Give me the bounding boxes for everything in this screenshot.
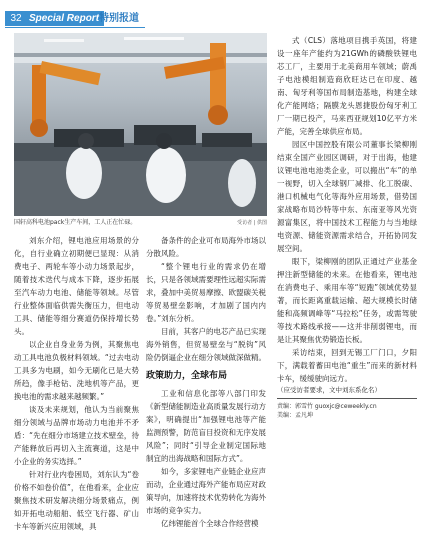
footer-divider (277, 398, 417, 399)
photo-caption (14, 217, 267, 229)
col3-paragraph: 园区中国控股有限公司董事长梁柳刚结束全国产业园区调研，对于出海，他建议锂电池电池类企业，可以搬出“车”的单一视野，切入全球钢厂减排、化工脱碳、港口机械电气化等海外应用场景，借势国家战略布局沙特等中东、东南亚等风光资源富集区，将中国技术工程能力与当地绿电资源、储能资源需求结合，开拓协同发展空间。 (277, 140, 417, 253)
section-label: Special Report (27, 11, 104, 26)
page-number: 32 (5, 11, 27, 26)
column-1 (14, 234, 139, 533)
photo-credit: 受访者 | 供图 (237, 220, 267, 226)
col3-paragraph: 采访结束，回到无锡工厂门口，夕阳下，满载着蓄田电池“重生”而来的新材料卡车，缓缓驶向远方。 (277, 348, 417, 383)
section-subhead: 政策助力，全球布局 (146, 371, 228, 381)
col1-paragraph: 以企业自身业务为例，其聚焦电动工具电池负极材料领域。“过去电动工具多为电刷，如今无刷化已是大势所趋，像手枪钻、洗地机等产品，更换电池的需求越来越频繁。” (14, 340, 139, 401)
column-2 (146, 234, 266, 530)
col1-paragraph: 刘东介绍，锂电池应用场景的分化，自行业确立初期便已显现：从消费电子、两轮车等小动力场景起步，随着技术迭代与成本下降，逐步拓展至汽车动力电池、储能等领域。尽管行业整体面临供需失衡压力，但电动工具、储能等细分赛道仍保持增长势头。 (14, 236, 139, 336)
caption-text: 国轩高科电池pack生产车间，工人正在忙碌。 (14, 219, 137, 226)
col2-paragraph: 亿纬锂能首个全球合作经营模 (161, 519, 259, 528)
col2-paragraph: 工业和信息化部等八部门印发《新型储能制造业高质量发展行动方案》，明确提出“加强锂电池等产能监测预警，防范盲目投资和无序发展风险”；同时“引导企业制定国际地制宜的出海战略和国际方式”。 (146, 389, 266, 463)
page-header (0, 0, 427, 30)
col2-paragraph: 备条件的企业可布局海外市场以分散风险。 (146, 236, 266, 258)
col1-paragraph: 针对行业内卷困局，刘东认为“卷价格不如卷价值”，在他看来，企业应聚焦技术研发解决细分场景痛点，例如开拓电动船舶、低空飞行器、矿山卡车等新兴应用领域，具 (14, 470, 139, 531)
col2-paragraph: “整个锂电行业的需求仍在增长，只是各领域需要理性远超实际需求，叠加中美贸易摩擦、欧盟碳关税等贸易壁垒影响，才加剧了国内内卷。”刘东分析。 (146, 262, 266, 323)
col1-paragraph: 谈及未来规划，他认为当前聚焦细分领域与品牌市场动力电池并不矛盾：“先在细分市场建立技术壁垒，待产能释放后再切入主流赛道，这是中小企业的务实选择。” (14, 405, 139, 466)
subsection-label: 特别报道 (99, 13, 139, 24)
col3-paragraph: 式（CLS）落地项目携手英国，将建设一座年产能约为21GWh的磷酸铁锂电芯工厂，主要用于北美商用车领域；蔚禹子电池模组制造商欣旺达已在印度、越南、匈牙利等国布局制造基地，构建全球化产能网络；隔膜龙头恩捷股份匈牙利工厂一期已投产，马来西亚规划10亿平方米产能，完善全球供应布局。 (277, 36, 417, 136)
designer-credit: 美编：孟凡坤 (277, 412, 314, 419)
editor-credit: 责编：郭雪竹 guoxjc@ceweekly.cn (277, 403, 377, 410)
col2-paragraph: 目前，其客户的电芯产品已实现海外销售，但贸易壁垒与“脱钩”风险仍倒逼企业在细分领域做深做精。 (146, 327, 266, 362)
header-rule (5, 27, 145, 28)
column-3 (277, 34, 417, 420)
factory-photo (14, 33, 267, 216)
col2-paragraph: 如今，多家锂电产业链企业应声而动，企业通过海外产能布局应对政策导向，加速将技术优势转化为海外市场的竞争实力。 (146, 467, 266, 515)
factory-photo-illustration (14, 33, 267, 216)
col3-paragraph: 眼下，梁柳刚的团队正通过产业基金押注新型储能的未来。在他看来，锂电池在消费电子、乘用车等“短跑”领域优势显著，而长距离重载运输、超大规模长时储能和高频调峰等“马拉松”任务，或需驾驶等技术路线承接——这并非削弱锂电，而是让其聚焦优势锻造长板。 (277, 257, 417, 344)
author-note: （应受访者要求，文中刘东系化名） (277, 386, 381, 394)
